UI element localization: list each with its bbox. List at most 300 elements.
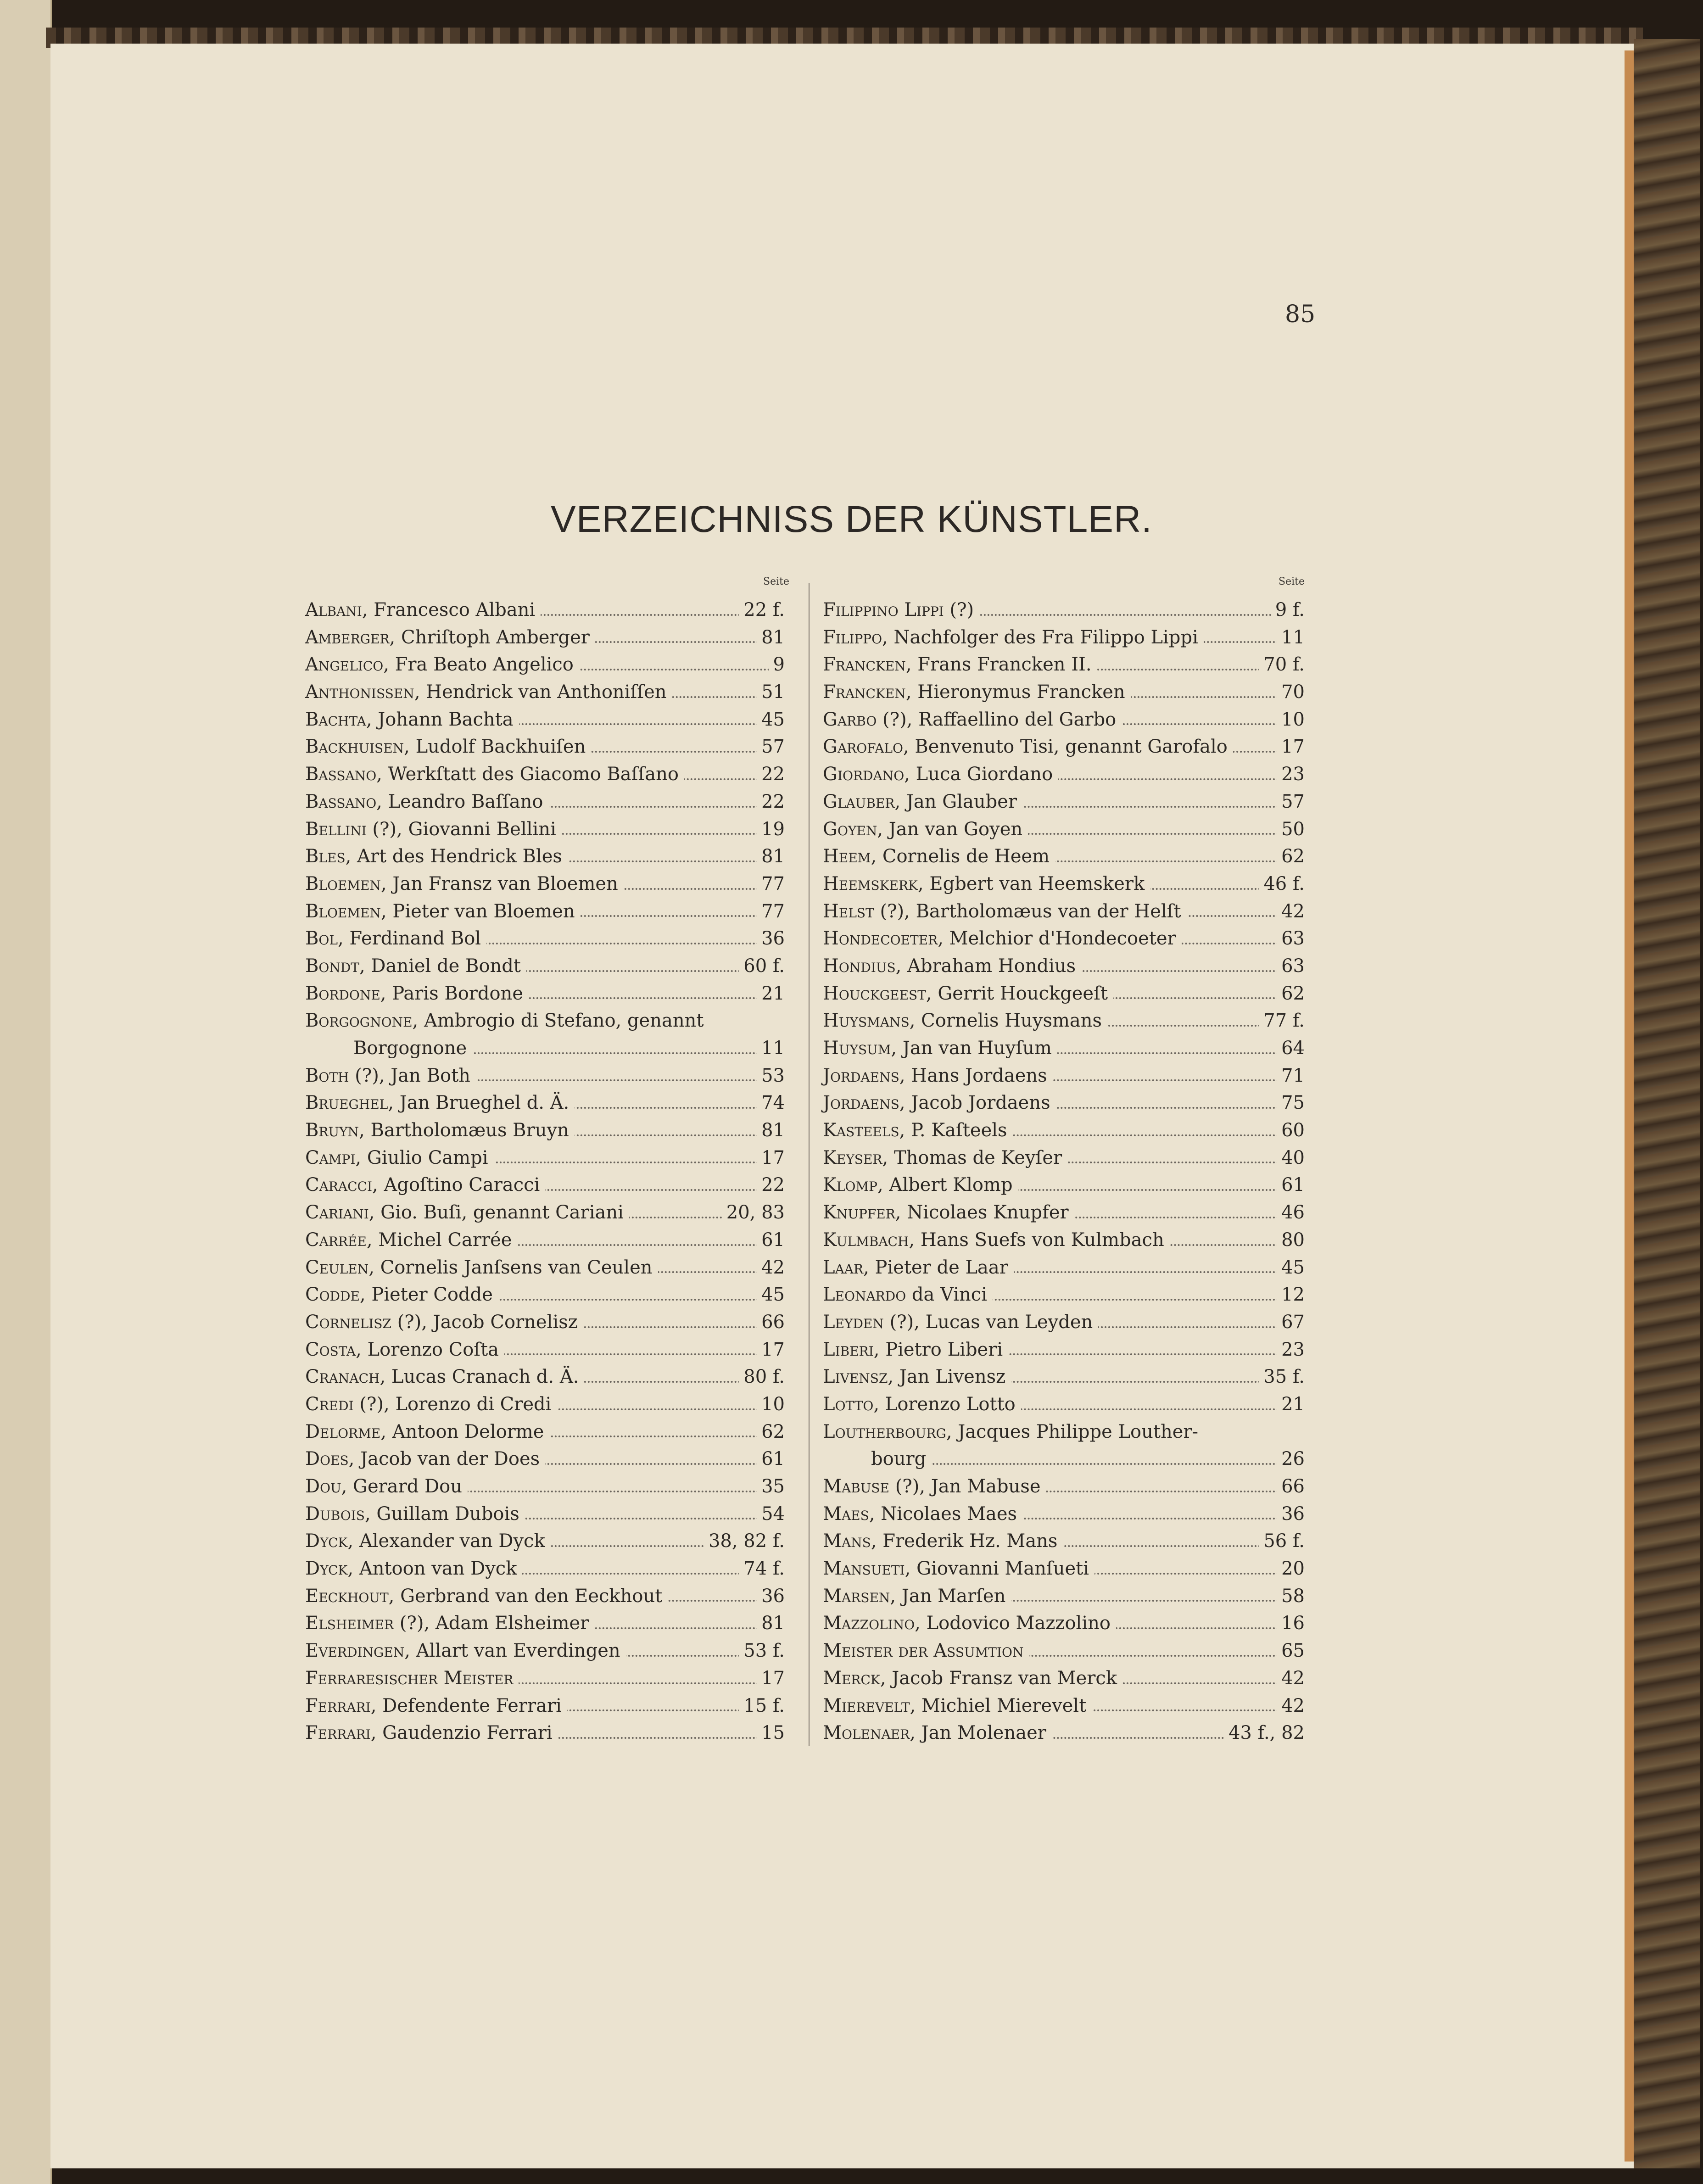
- artist-details: (?), Lucas van Leyden: [883, 1311, 1093, 1333]
- artist-entry: [305, 679, 672, 706]
- artist-surname: Bloemen: [305, 873, 381, 894]
- artist-surname: Anthonissen: [305, 681, 414, 703]
- artist-entry: [305, 1281, 498, 1309]
- artist-surname: Goyen: [823, 818, 877, 840]
- index-entry: [305, 980, 785, 1008]
- artist-details: , Gerbrand van den Eeckhout: [388, 1585, 663, 1607]
- index-entry: [305, 1117, 785, 1145]
- index-entry: [305, 1309, 785, 1336]
- index-entry: [823, 1145, 1305, 1172]
- page-reference: 57: [757, 733, 785, 761]
- artist-surname: Borgognone: [305, 1010, 413, 1032]
- artist-surname: Ferrari: [305, 1722, 371, 1744]
- artist-details: , Jan Glauber: [894, 791, 1017, 812]
- index-entry: [305, 1720, 785, 1747]
- index-entry: [305, 1281, 785, 1309]
- artist-details: , Giovanni Manſueti: [905, 1558, 1089, 1580]
- page-reference: 60 f.: [739, 953, 785, 980]
- index-entry: [305, 1555, 785, 1583]
- index-entry: [305, 1199, 785, 1227]
- page-reference: 45: [757, 1281, 785, 1309]
- index-entry: [305, 761, 785, 788]
- artist-details: (?), Jan Both: [349, 1065, 470, 1086]
- artist-details: (?), Jan Mabuse: [889, 1476, 1041, 1497]
- index-entry: [305, 816, 785, 843]
- artist-details: (?), Lorenzo di Credi: [353, 1393, 552, 1415]
- artist-details: , Pietro Liberi: [873, 1339, 1003, 1360]
- artist-entry: [823, 1555, 1094, 1583]
- artist-surname: Dyck: [305, 1558, 348, 1580]
- artist-details: , Hans Suefs von Kulmbach: [909, 1229, 1164, 1251]
- artist-details: , Werkſtatt des Giacomo Baſſano: [376, 764, 679, 785]
- page-reference: 23: [1277, 761, 1305, 788]
- artist-entry: [305, 1227, 517, 1254]
- artist-details: , Ferdinand Bol: [337, 928, 481, 950]
- artist-surname: Hondius: [823, 955, 896, 977]
- artist-surname: Laar: [823, 1257, 864, 1278]
- artist-details: , Antoon van Dyck: [347, 1558, 517, 1580]
- artist-entry: [823, 733, 1233, 761]
- page-reference: 38, 82 f.: [704, 1528, 785, 1555]
- artist-details: , Jan van Huyſum: [891, 1038, 1052, 1059]
- page-reference: 45: [1277, 1254, 1305, 1282]
- artist-entry: [305, 1391, 557, 1419]
- index-entry: [823, 597, 1305, 624]
- artist-entry: [305, 651, 579, 679]
- page-number: 85: [1285, 301, 1316, 328]
- index-entry: [305, 1665, 785, 1692]
- artist-surname: Costa: [305, 1339, 356, 1360]
- artist-entry: [823, 624, 1204, 652]
- artist-surname: Francken: [823, 654, 906, 676]
- artist-surname: Helst: [823, 900, 874, 922]
- artist-details: , Jacques Philippe Louther-: [946, 1421, 1199, 1442]
- page-reference: 70 f.: [1259, 651, 1305, 679]
- artist-details: , Frederik Hz. Mans: [871, 1530, 1058, 1552]
- index-list-left: [305, 597, 785, 1747]
- artist-surname: Huysum: [823, 1038, 891, 1059]
- artist-entry: [305, 1309, 583, 1336]
- page-reference: 61: [1277, 1172, 1305, 1199]
- artist-entry: [305, 761, 684, 788]
- page-reference: 81: [757, 843, 785, 871]
- page-reference: 42: [1277, 898, 1305, 926]
- index-entry: [305, 679, 785, 706]
- index-entry: [823, 1117, 1305, 1145]
- artist-surname: Amberger: [305, 626, 390, 648]
- artist-details: , Alexander van Dyck: [347, 1530, 545, 1552]
- artist-details: , Pieter Codde: [359, 1284, 493, 1306]
- artist-entry: [823, 651, 1097, 679]
- artist-surname: Garofalo: [823, 736, 903, 758]
- artist-entry: [305, 925, 486, 953]
- artist-entry: [823, 1637, 1029, 1665]
- artist-entry: [305, 1254, 658, 1282]
- page-reference: 57: [1277, 788, 1305, 816]
- artist-details: , Thomas de Keyſer: [882, 1147, 1062, 1168]
- index-entry: [823, 1281, 1305, 1309]
- artist-details: , Abraham Hondius: [895, 955, 1076, 977]
- artist-surname: Bles: [305, 846, 346, 867]
- artist-surname: Bol: [305, 928, 338, 950]
- artist-entry: [305, 1528, 551, 1555]
- artist-details: (?), Raffaellino del Garbo: [877, 709, 1117, 730]
- artist-entry: [305, 1501, 525, 1528]
- artist-entry: [823, 1583, 1011, 1610]
- artist-surname: Bloemen: [305, 900, 381, 922]
- artist-entry: [823, 1501, 1022, 1528]
- artist-entry: [823, 1254, 1014, 1282]
- page-reference: 9 f.: [1271, 597, 1305, 624]
- artist-details: , Lucas Cranach d. Ä.: [380, 1366, 579, 1388]
- index-entry: [305, 1363, 785, 1391]
- page-reference: 20: [1277, 1555, 1305, 1583]
- artist-details: , Nachfolger des Fra Filippo Lippi: [882, 626, 1198, 648]
- index-entry: [823, 1583, 1305, 1610]
- index-entry: [305, 953, 785, 980]
- artist-surname: Cranach: [305, 1366, 380, 1388]
- page-reference: 10: [757, 1391, 785, 1419]
- index-entry: [305, 706, 785, 734]
- artist-entry: [305, 1637, 626, 1665]
- artist-surname: Heemskerk: [823, 873, 918, 894]
- index-entry: [823, 1254, 1305, 1282]
- artist-surname: Mansueti: [823, 1558, 905, 1580]
- page-reference: 45: [757, 706, 785, 734]
- artist-details: (?), Bartholomæus van der Helſt: [874, 900, 1181, 922]
- artist-entry: [823, 1145, 1067, 1172]
- artist-details: , Leandro Baſſano: [376, 791, 543, 812]
- artist-entry: [823, 1665, 1122, 1692]
- artist-surname: Livensz: [823, 1366, 888, 1388]
- artist-surname: Mabuse: [823, 1476, 889, 1497]
- artist-surname: Leonardo: [823, 1284, 906, 1306]
- page-reference: 81: [757, 624, 785, 652]
- index-entry: [823, 871, 1305, 898]
- page-reference: 77: [757, 898, 785, 926]
- artist-entry: [305, 1089, 575, 1117]
- index-entry: [823, 925, 1305, 953]
- artist-details: (?), Adam Elsheimer: [394, 1613, 589, 1634]
- artist-entry: [305, 816, 562, 843]
- index-entry: [305, 651, 785, 679]
- page-reference: 43 f., 82: [1224, 1720, 1305, 1747]
- page-reference: 22: [757, 1172, 785, 1199]
- artist-details: (?): [944, 599, 974, 620]
- page-reference: 61: [757, 1227, 785, 1254]
- artist-details: , Jacob Jordaens: [899, 1092, 1050, 1114]
- artist-surname: Lotto: [823, 1393, 874, 1415]
- artist-surname: Jordaens: [823, 1065, 899, 1086]
- page-reference: 36: [1277, 1501, 1305, 1528]
- page-reference: 74 f.: [739, 1555, 785, 1583]
- artist-entry: [305, 1473, 468, 1501]
- page-reference: 17: [757, 1336, 785, 1364]
- index-entry: [823, 706, 1305, 734]
- page-reference: 12: [1277, 1281, 1305, 1309]
- artist-surname: Merck: [823, 1667, 880, 1689]
- page-reference: 9: [769, 651, 785, 679]
- page-reference: 74: [757, 1089, 785, 1117]
- artist-details: , Benvenuto Tisi, genannt Garofalo: [903, 736, 1228, 758]
- page-reference: 36: [757, 925, 785, 953]
- page-reference: 19: [757, 816, 785, 843]
- page-reference: 23: [1277, 1336, 1305, 1364]
- artist-details: , Hans Jordaens: [899, 1065, 1047, 1086]
- artist-surname: Houckgeest: [823, 983, 926, 1004]
- artist-entry: [305, 1336, 504, 1364]
- artist-details: (?), Giovanni Bellini: [366, 818, 556, 840]
- page-reference: 54: [757, 1501, 785, 1528]
- page-reference: 63: [1277, 925, 1305, 953]
- artist-details: (?), Jacob Cornelisz: [391, 1311, 578, 1333]
- artist-entry: [305, 843, 568, 871]
- artist-surname: Codde: [305, 1284, 360, 1306]
- artist-surname: Ferrari: [305, 1695, 371, 1716]
- page-reference: 60: [1277, 1117, 1305, 1145]
- artist-surname: Giordano: [823, 764, 905, 785]
- artist-details: , Paris Bordone: [380, 983, 524, 1004]
- index-entry: [823, 679, 1305, 706]
- page-reference: 36: [757, 1583, 785, 1610]
- artist-entry: [823, 1336, 1008, 1364]
- artist-surname: Marsen: [823, 1585, 890, 1607]
- artist-surname: Bellini: [305, 818, 367, 840]
- artist-surname: Eeckhout: [305, 1585, 389, 1607]
- artist-entry: [823, 1446, 932, 1473]
- artist-surname: Bachta: [305, 709, 366, 730]
- artist-entry: [305, 1007, 709, 1035]
- artist-surname: Liberi: [823, 1339, 874, 1360]
- page-reference: 77: [757, 871, 785, 898]
- index-entry: [823, 1446, 1305, 1473]
- page-reference: 35 f.: [1259, 1363, 1305, 1391]
- artist-entry: [305, 898, 581, 926]
- artist-details: , Cornelis Janſsens van Ceulen: [369, 1257, 653, 1278]
- page-reference: 42: [1277, 1665, 1305, 1692]
- index-entry: [305, 1419, 785, 1446]
- index-entry: [305, 1391, 785, 1419]
- index-entry: [305, 1145, 785, 1172]
- artist-surname: Maes: [823, 1503, 869, 1525]
- artist-details: , Fra Beato Angelico: [383, 654, 574, 676]
- index-entry: [823, 1199, 1305, 1227]
- artist-entry: [823, 1610, 1116, 1637]
- index-entry: [305, 1336, 785, 1364]
- artist-details: , Defendente Ferrari: [370, 1695, 562, 1716]
- artist-entry: [305, 1117, 575, 1145]
- artist-entry: [305, 871, 624, 898]
- artist-details: , Francesco Albani: [362, 599, 536, 620]
- artist-surname: Bassano: [305, 791, 377, 812]
- page-reference: 21: [1277, 1391, 1305, 1419]
- artist-entry: [823, 843, 1055, 871]
- index-entry: [823, 1062, 1305, 1090]
- book-spine-left: [0, 0, 52, 2184]
- page-reference: 80: [1277, 1227, 1305, 1254]
- artist-surname: Bondt: [305, 955, 359, 977]
- artist-details: , Art des Hendrick Bles: [345, 846, 562, 867]
- artist-entry: [823, 980, 1113, 1008]
- artist-surname: Bassano: [305, 764, 377, 785]
- artist-surname: Garbo: [823, 709, 877, 730]
- artist-details: , Lorenzo Lotto: [873, 1393, 1016, 1415]
- artist-entry: [305, 1419, 549, 1446]
- page-reference: 62: [1277, 980, 1305, 1008]
- artist-details: da Vinci: [906, 1284, 987, 1306]
- artist-entry: [305, 624, 595, 652]
- artist-entry: [823, 1089, 1056, 1117]
- page-reference: 10: [1277, 706, 1305, 734]
- page-reference: 35: [757, 1473, 785, 1501]
- index-entry: [823, 1610, 1305, 1637]
- artist-entry: [305, 1172, 545, 1199]
- index-entry: [823, 1363, 1305, 1391]
- artist-surname: Cornelisz: [305, 1311, 391, 1333]
- index-entry: [823, 624, 1305, 652]
- page-reference: 40: [1277, 1145, 1305, 1172]
- artist-surname: Mazzolino: [823, 1613, 915, 1634]
- book-cover-edge-right: [1634, 39, 1700, 2168]
- artist-entry: [823, 1227, 1170, 1254]
- artist-details: , Luca Giordano: [904, 764, 1053, 785]
- artist-entry: [823, 706, 1122, 734]
- page-reference: 22 f.: [739, 597, 785, 624]
- artist-surname: Credi: [305, 1393, 354, 1415]
- artist-surname: Backhuisen: [305, 736, 404, 758]
- artist-surname: Elsheimer: [305, 1613, 394, 1634]
- artist-details: , Chriſtoph Amberger: [389, 626, 590, 648]
- page-reference: 11: [757, 1035, 785, 1062]
- artist-details: , Jan Fransz van Bloemen: [381, 873, 618, 894]
- index-entry: [823, 1501, 1305, 1528]
- page-reference: 17: [757, 1665, 785, 1692]
- artist-entry: [823, 1281, 993, 1309]
- page-title: VERZEICHNISS DER KÜNSTLER.: [551, 498, 1152, 540]
- page-reference: 66: [1277, 1473, 1305, 1501]
- page-reference: 81: [757, 1610, 785, 1637]
- artist-entry: [823, 1199, 1074, 1227]
- page-reference: 71: [1277, 1062, 1305, 1090]
- index-entry: [305, 597, 785, 624]
- artist-surname: Dubois: [305, 1503, 365, 1525]
- artist-details: , Allart van Everdingen: [404, 1640, 620, 1662]
- artist-surname: Ceulen: [305, 1257, 369, 1278]
- artist-details: , Albert Klomp: [877, 1174, 1013, 1196]
- page-reference: 56 f.: [1259, 1528, 1305, 1555]
- artist-entry: [823, 761, 1058, 788]
- page-reference: 61: [757, 1446, 785, 1473]
- index-entry: [305, 1473, 785, 1501]
- index-entry: [823, 1309, 1305, 1336]
- page-reference: 81: [757, 1117, 785, 1145]
- index-entry: [305, 1035, 785, 1062]
- index-entry: [305, 1528, 785, 1555]
- artist-details: , Jan Livensz: [888, 1366, 1006, 1388]
- page-reference: 46: [1277, 1199, 1305, 1227]
- artist-details: , Bartholomæus Bruyn: [359, 1120, 569, 1141]
- artist-surname: Knupfer: [823, 1202, 895, 1223]
- page-reference: 42: [1277, 1692, 1305, 1720]
- artist-entry: [305, 1583, 668, 1610]
- artist-details: , Lodovico Mazzolino: [915, 1613, 1111, 1634]
- artist-surname: Francken: [823, 681, 906, 703]
- artist-entry: [823, 1172, 1018, 1199]
- artist-details: , Cornelis Huysmans: [909, 1010, 1102, 1032]
- artist-entry: [305, 1555, 522, 1583]
- page-reference: 15 f.: [739, 1692, 785, 1720]
- artist-surname: Both: [305, 1065, 349, 1086]
- artist-details: , Antoon Delorme: [380, 1421, 544, 1442]
- index-entry: [305, 1007, 785, 1035]
- index-entry: [305, 1172, 785, 1199]
- index-entry: [823, 1528, 1305, 1555]
- page-reference: 21: [757, 980, 785, 1008]
- artist-surname: Bruyn: [305, 1120, 359, 1141]
- artist-surname: Campi: [305, 1147, 356, 1168]
- index-entry: [823, 1227, 1305, 1254]
- index-entry: [823, 1665, 1305, 1692]
- artist-surname: Meister der Assumtion: [823, 1640, 1024, 1662]
- artist-surname: Kulmbach: [823, 1229, 909, 1251]
- page-reference: 16: [1277, 1610, 1305, 1637]
- artist-details: , Jacob Fransz van Merck: [880, 1667, 1117, 1689]
- index-entry: [823, 980, 1305, 1008]
- page-reference: 51: [757, 679, 785, 706]
- artist-details: , Hieronymus Francken: [905, 681, 1125, 703]
- artist-entry: [305, 953, 526, 980]
- artist-entry: [305, 1665, 519, 1692]
- artist-details: , Michel Carrée: [366, 1229, 512, 1251]
- index-entry: [823, 761, 1305, 788]
- index-entry: [305, 788, 785, 816]
- page-reference: 22: [757, 788, 785, 816]
- artist-entry: [305, 597, 541, 624]
- page-reference: 66: [757, 1309, 785, 1336]
- artist-entry: [305, 1199, 629, 1227]
- artist-surname: Everdingen: [305, 1640, 405, 1662]
- artist-entry: [305, 788, 549, 816]
- artist-surname: Keyser: [823, 1147, 882, 1168]
- artist-entry: [823, 1117, 1013, 1145]
- artist-details: , Nicolaes Maes: [869, 1503, 1017, 1525]
- page-reference: 42: [757, 1254, 785, 1282]
- artist-surname: Filippino Lippi: [823, 599, 944, 620]
- column-header-seite: Seite: [763, 576, 789, 587]
- artist-surname: Ferraresischer Meister: [305, 1667, 514, 1689]
- artist-entry: [823, 1062, 1053, 1090]
- artist-details: , Johann Bachta: [366, 709, 514, 730]
- artist-details: , Nicolaes Knupfer: [895, 1202, 1069, 1223]
- artist-details: , Gerard Dou: [341, 1476, 463, 1497]
- artist-entry: [823, 871, 1150, 898]
- artist-entry: [305, 1062, 476, 1090]
- page-reference: 80 f.: [739, 1363, 785, 1391]
- index-entry: [305, 1583, 785, 1610]
- artist-surname: Delorme: [305, 1421, 381, 1442]
- artist-details: , Hendrick van Anthoniſſen: [414, 681, 667, 703]
- artist-details: , P. Kaſteels: [899, 1120, 1007, 1141]
- artist-entry: [823, 816, 1028, 843]
- artist-details: , Guillam Dubois: [364, 1503, 519, 1525]
- index-entry: [823, 1172, 1305, 1199]
- artist-entry: [823, 679, 1131, 706]
- artist-entry: [305, 1363, 584, 1391]
- index-entry: [823, 1007, 1305, 1035]
- page-reference: 62: [757, 1419, 785, 1446]
- artist-details: , Ambrogio di Stefano, genannt: [412, 1010, 704, 1032]
- artist-details: , Jan van Goyen: [877, 818, 1023, 840]
